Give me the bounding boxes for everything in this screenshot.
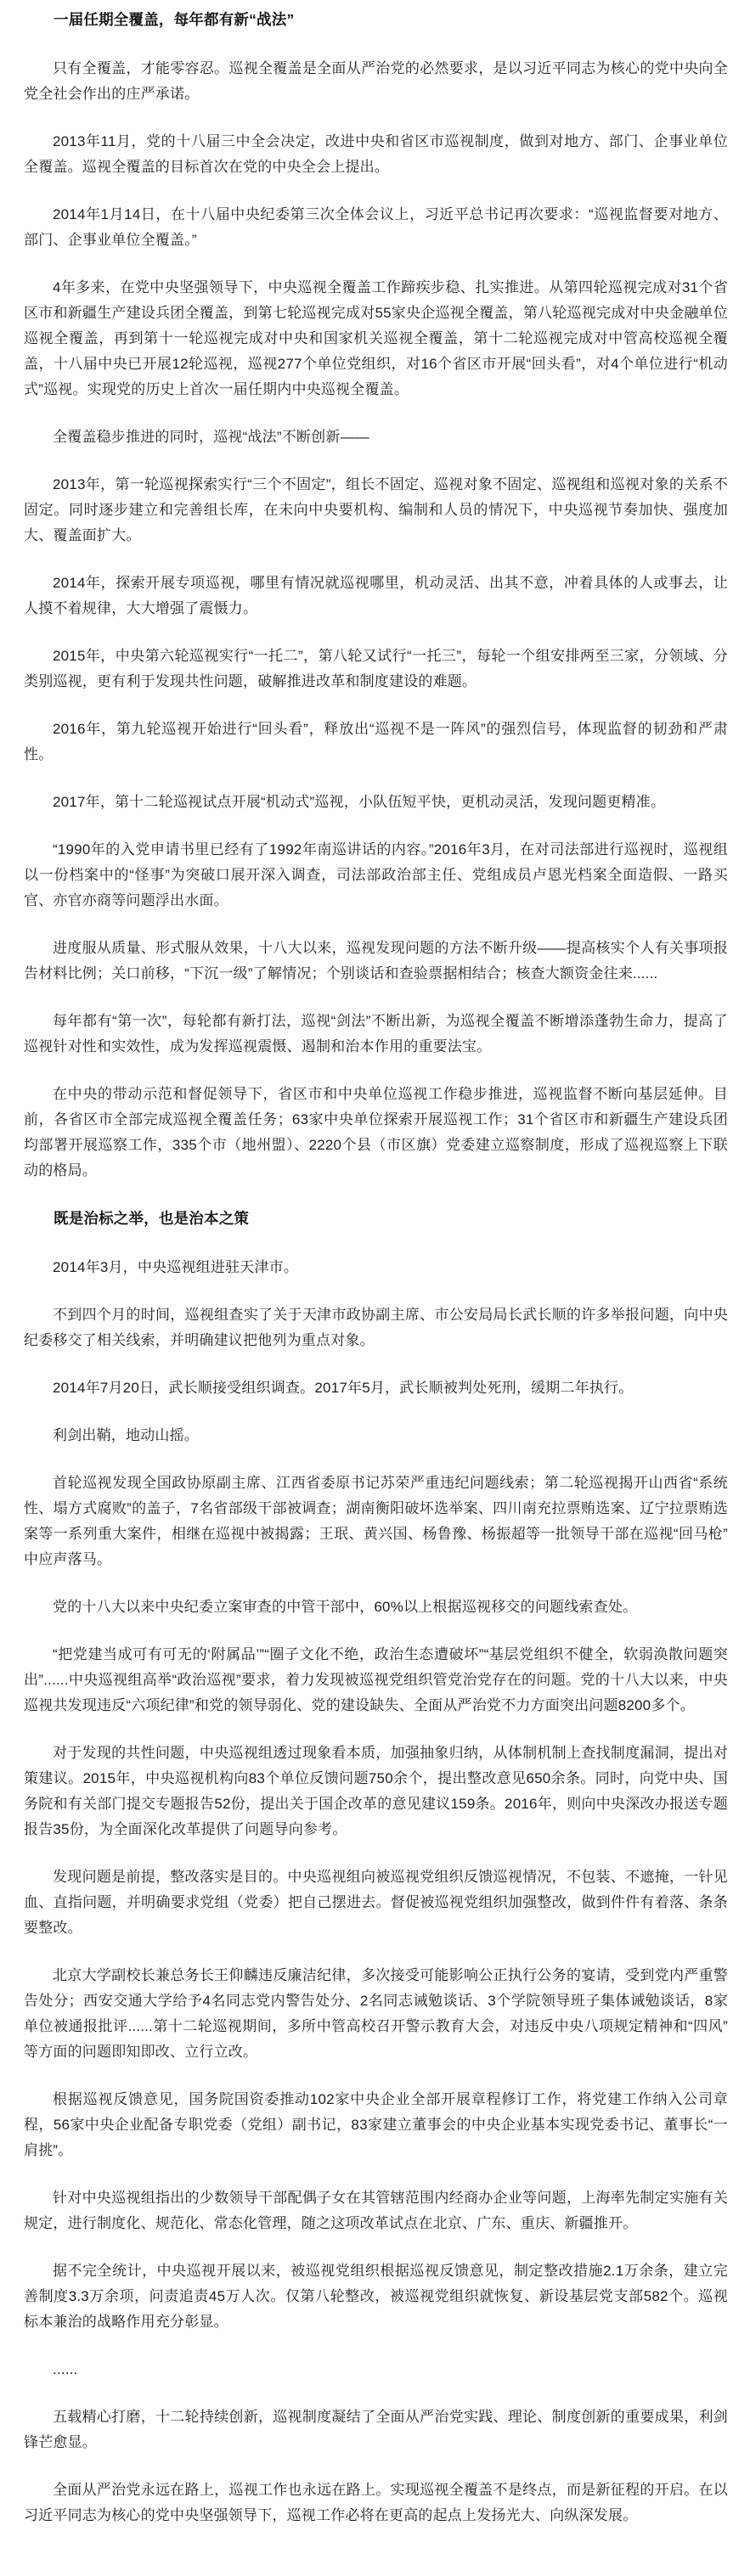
paragraph: 在中央的带动示范和督促领导下，省区市和中央单位巡视工作稳步推进，巡视监督不断向基层延伸。目前，各省区市全部完成巡视全覆盖任务；63家中央单位探索开展巡视工作；31个省区市和新疆生产建设兵团均部署开展巡察工作，335个市（地州盟）、2220个县（市区旗）党委建立巡察制度，形成了巡视巡察上下联动的格局。 bbox=[24, 1086, 728, 1178]
paragraph: 发现问题是前提，整改落实是目的。中央巡视组向被巡视党组织反馈巡视情况，不包装、不遮掩，一针见血、直指问题，并明确要求党组（党委）把自己摆进去。督促被巡视党组织加强整改，做到件件有着落、条条要整改。 bbox=[24, 1869, 728, 1936]
paragraph: 2014年，探索开展专项巡视，哪里有情况就巡视哪里，机动灵活、出其不意，冲着具体的人或事去，让人摸不着规律，大大增强了震慑力。 bbox=[24, 575, 728, 616]
paragraph: 2016年，第九轮巡视开始进行“回头看”，释放出“巡视不是一阵风”的强烈信号，体现监督的韧劲和严肃性。 bbox=[24, 721, 728, 762]
paragraph: 根据巡视反馈意见，国务院国资委推动102家中央企业全部开展章程修订工作，将党建工作纳入公司章程，56家中央企业配备专职党委（党组）副书记，83家建立董事会的中央企业基本实现党委书记、董事长“一肩挑”。 bbox=[24, 2091, 728, 2158]
paragraph: 每年都有“第一次”，每轮都有新打法，巡视“剑法”不断出新，为巡视全覆盖不断增添蓬勃生命力，提高了巡视针对性和实效性，成为发挥巡视震慑、遏制和治本作用的重要法宝。 bbox=[24, 1013, 728, 1055]
paragraph: 不到四个月的时间，巡视组查实了关于天津市政协副主席、市公安局局长武长顺的许多举报问题，向中央纪委移交了相关线索，并明确建议把他列为重点对象。 bbox=[24, 1307, 728, 1348]
paragraph: 进度服从质量、形式服从效果，十八大以来，巡视发现问题的方法不断升级——提高核实个人有关事项报告材料比例；关口前移，“下沉一级”了解情况；个别谈话和查验票据相结合；核查大额资金往来...... bbox=[24, 940, 728, 981]
paragraph: 党的十八大以来中央纪委立案审查的中管干部中，60%以上根据巡视移交的问题线索查处。 bbox=[53, 1599, 638, 1615]
paragraph: 2013年，第一轮巡视探索实行“三个不固定”，组长不固定、巡视对象不固定、巡视组和巡视对象的关系不固定。同时逐步建立和完善组长库，在未向中央要机构、编制和人员的情况下，中央巡视节奏加快、强度加大、覆盖面扩大。 bbox=[24, 476, 728, 543]
paragraph: 北京大学副校长兼总务长王仰麟违反廉洁纪律，多次接受可能影响公正执行公务的宴请，受到党内严重警告处分；西安交通大学给予4名同志党内警告处分、2名同志诫勉谈话、3个学院领导班子集体诫勉谈话，8家单位被通报批评......第十二轮巡视期间，多所中管高校召开警示教育大会，对违反中央八项规定精神和“四风”等方面的问题即知即改、立行立改。 bbox=[24, 1967, 728, 2060]
paragraph: 据不完全统计，中央巡视开展以来，被巡视党组织根据巡视反馈意见，制定整改措施2.1万余条，建立完善制度3.3万余项，问责追责45万人次。仅第八轮整改，被巡视党组织就恢复、新设基层党支部582个。巡视标本兼治的战略作用充分彰显。 bbox=[24, 2263, 728, 2330]
section-heading: 一届任期全覆盖，每年都有新“战法” bbox=[54, 11, 295, 28]
paragraph: 2014年3月，中央巡视组进驻天津市。 bbox=[53, 1259, 299, 1275]
paragraph: 全覆盖稳步推进的同时，巡视“战法”不断创新—— bbox=[53, 429, 369, 445]
paragraph: 全面从严治党永远在路上，巡视工作也永远在路上。实现巡视全覆盖不是终点，而是新征程的开启。在以习近平同志为核心的党中央坚强领导下，巡视工作必将在更高的起点上发扬光大、向纵深发展。 bbox=[24, 2482, 728, 2523]
paragraph: 2014年1月14日，在十八届中央纪委第三次全体会议上，习近平总书记再次要求：“巡视监督要对地方、部门、企事业单位全覆盖。” bbox=[24, 206, 728, 248]
section-heading: 既是治标之举，也是治本之策 bbox=[54, 1210, 250, 1227]
paragraph: 针对中央巡视组指出的少数领导干部配偶子女在其管辖范围内经商办企业等问题，上海率先制定实施有关规定，进行制度化、规范化、常态化管理，随之这项改革试点在北京、广东、重庆、新疆推开。 bbox=[24, 2190, 728, 2231]
paragraph: “1990年的入党申请书里已经有了1992年南巡讲话的内容。”2016年3月，在对司法部进行巡视时，巡视组以一份档案中的“怪事”为突破口展开深入调查，司法部政治部主任、党组成员卢恩光档案全面造假、一路买官、亦官亦商等问题浮出水面。 bbox=[24, 841, 728, 908]
paragraph: 对于发现的共性问题，中央巡视组透过现象看本质，加强抽象归纳，从体制机制上查找制度漏洞，提出对策建议。2015年，中央巡视机构向83个单位反馈问题750余个，提出整改意见650余条。同时，向党中央、国务院和有关部门提交专题报告52份，提出关于国企改革的意见建议159条。2016年，则向中央深改办报送专题报告35份，为全面深化改革提供了问题导向参考。 bbox=[24, 1745, 728, 1837]
paragraph: ...... bbox=[53, 2361, 78, 2377]
paragraph: 只有全覆盖，才能零容忍。巡视全覆盖是全面从严治党的必然要求，是以习近平同志为核心的党中央向全党全社会作出的庄严承诺。 bbox=[24, 60, 728, 102]
paragraph: 2013年11月，党的十八届三中全会决定，改进中央和省区市巡视制度，做到对地方、部门、企事业单位全覆盖。巡视全覆盖的目标首次在党的中央全会上提出。 bbox=[24, 133, 728, 175]
paragraph: 4年多来，在党中央坚强领导下，中央巡视全覆盖工作蹄疾步稳、扎实推进。从第四轮巡视完成对31个省区市和新疆生产建设兵团全覆盖，到第七轮巡视完成对55家央企巡视全覆盖，第八轮巡视完成对中央金融单位巡视全覆盖，再到第十一轮巡视完成对中央和国家机关巡视全覆盖，第十二轮巡视完成对中管高校巡视全覆盖，十八届中央已开展12轮巡视，巡视277个单位党组织，对16个省区市开展“回头看”，对4个单位进行“机动式”巡视。实现党的历史上首次一届任期内中央巡视全覆盖。 bbox=[24, 279, 728, 397]
paragraph: “把党建当成可有可无的‘附属品’”“圈子文化不绝，政治生态遭破坏”“基层党组织不健全，软弱涣散问题突出”......中央巡视组高举“政治巡视”要求，着力发现被巡视党组织管党治党存在的问题。党的十八大以来，中央巡视共发现违反“六项纪律”和党的领导弱化、党的建设缺失、全面从严治党不力方面突出问题8200多个。 bbox=[24, 1646, 728, 1713]
paragraph: 五载精心打磨，十二轮持续创新，巡视制度凝结了全面从严治党实践、理论、制度创新的重要成果，利剑锋芒愈显。 bbox=[24, 2409, 728, 2450]
paragraph: 利剑出鞘，地动山摇。 bbox=[53, 1427, 199, 1443]
paragraph: 2014年7月20日，武长顺接受组织调查。2017年5月，武长顺被判处死刑，缓期二年执行。 bbox=[53, 1380, 634, 1396]
paragraph: 首轮巡视发现全国政协原副主席、江西省委原书记苏荣严重违纪问题线索；第二轮巡视揭开山西省“系统性、塌方式腐败”的盖子，7名省部级干部被调查；湖南衡阳破坏选举案、四川南充拉票贿选案、辽宁拉票贿选案等一系列重大案件，相继在巡视中被揭露；王珉、黄兴国、杨鲁豫、杨振超等一批领导干部在巡视“回马枪”中应声落马。 bbox=[24, 1475, 728, 1567]
paragraph: 2015年，中央第六轮巡视实行“一托二”，第八轮又试行“一托三”，每轮一个组安排两至三家，分领域、分类别巡视，更有利于发现共性问题，破解推进改革和制度建设的难题。 bbox=[24, 648, 728, 689]
paragraph: 2017年，第十二轮巡视试点开展“机动式”巡视，小队伍短平快，更机动灵活，发现问题更精准。 bbox=[53, 794, 666, 810]
